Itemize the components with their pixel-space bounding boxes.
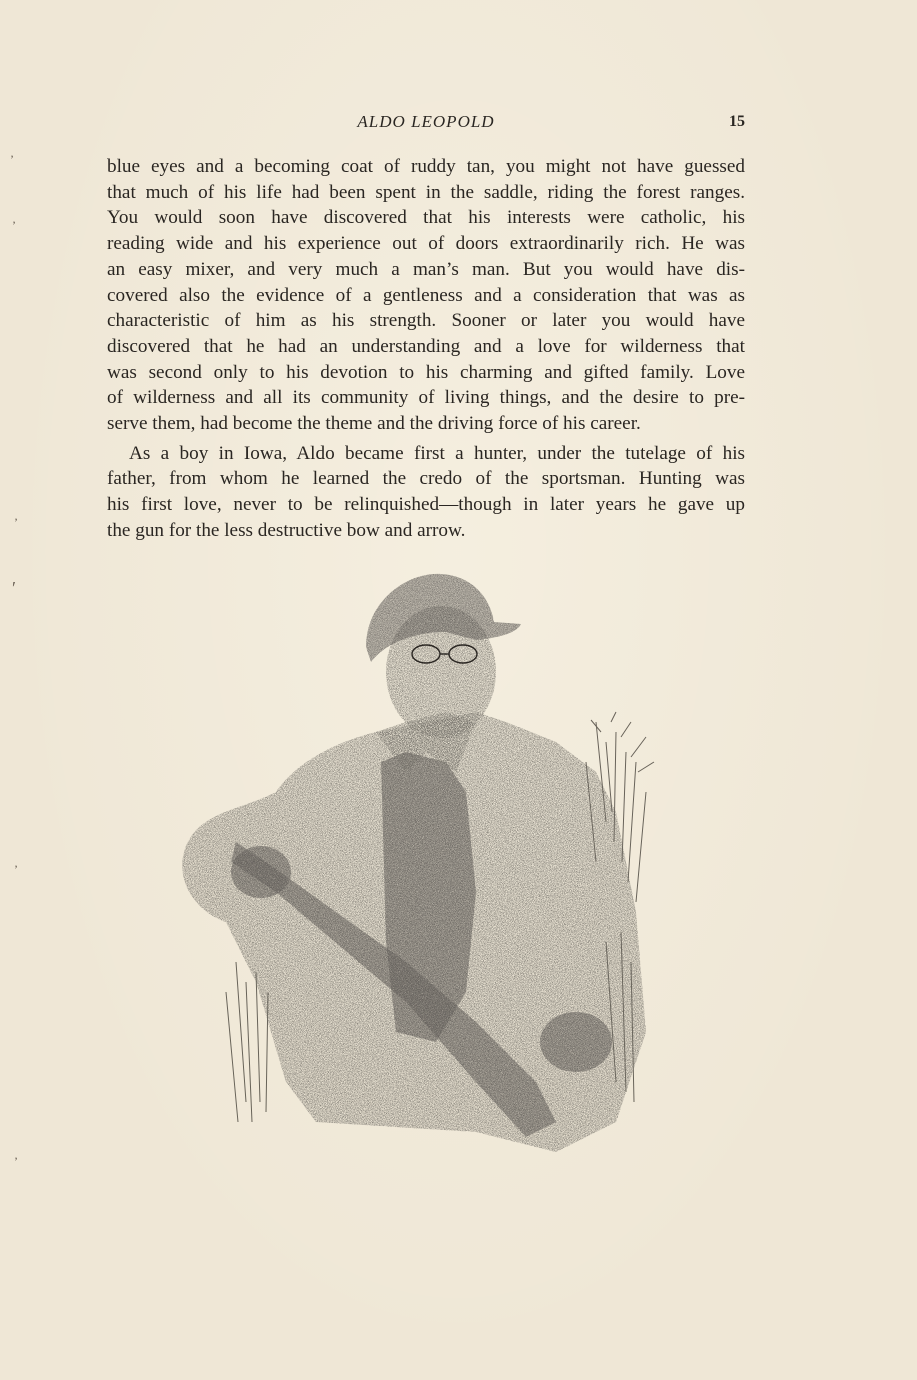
hunter-drawing — [176, 562, 676, 1182]
paragraph-1 — [107, 154, 745, 437]
body-text — [107, 154, 745, 544]
text-line: was second only to his devotion to his charming and gifted family. Love — [107, 361, 745, 383]
margin-mark: ’ — [14, 862, 18, 876]
margin-mark: ’ — [12, 218, 16, 232]
right-hand-shape — [540, 1012, 612, 1072]
paragraph-2 — [107, 441, 745, 544]
text-line: covered also the evidence of a gentleness and a consideration that was as — [107, 284, 745, 306]
page-number: 15 — [729, 113, 745, 130]
text-line: As a boy in Iowa, Aldo became first a hunter, under the tutelage of his — [129, 442, 745, 464]
text-line: reading wide and his experience out of doors extraordinarily rich. He was — [107, 233, 745, 255]
text-line: discovered that he had an understanding and a love for wilderness that — [107, 335, 745, 357]
text-line: serve them, had become the theme and the driving force of his career. — [107, 413, 641, 435]
text-line: the gun for the less destructive bow and arrow. — [107, 519, 466, 541]
margin-mark: ’ — [10, 152, 14, 166]
left-hand-shape — [231, 846, 291, 898]
text-line: an easy mixer, and very much a man’s man. But you would have dis- — [107, 258, 745, 280]
margin-mark: ’ — [14, 515, 18, 529]
margin-mark: ′ — [12, 578, 16, 598]
text-line: of wilderness and all its community of living things, and the desire to pre- — [107, 387, 745, 409]
running-head — [107, 112, 745, 134]
text-line: that much of his life had been spent in the saddle, riding the forest ranges. — [107, 181, 745, 203]
text-line: his first love, never to be relinquished—though in later years he gave up — [107, 494, 745, 516]
running-title: ALDO LEOPOLD — [357, 112, 495, 131]
margin-mark: ’ — [14, 1154, 18, 1168]
text-line: blue eyes and a becoming coat of ruddy tan, you might not have guessed — [107, 156, 745, 177]
portrait-illustration — [176, 562, 676, 1182]
text-line: You would soon have discovered that his interests were catholic, his — [107, 207, 745, 229]
text-line: father, from whom he learned the credo of the sportsman. Hunting was — [107, 468, 745, 490]
text-line: characteristic of him as his strength. Sooner or later you would have — [107, 310, 745, 332]
